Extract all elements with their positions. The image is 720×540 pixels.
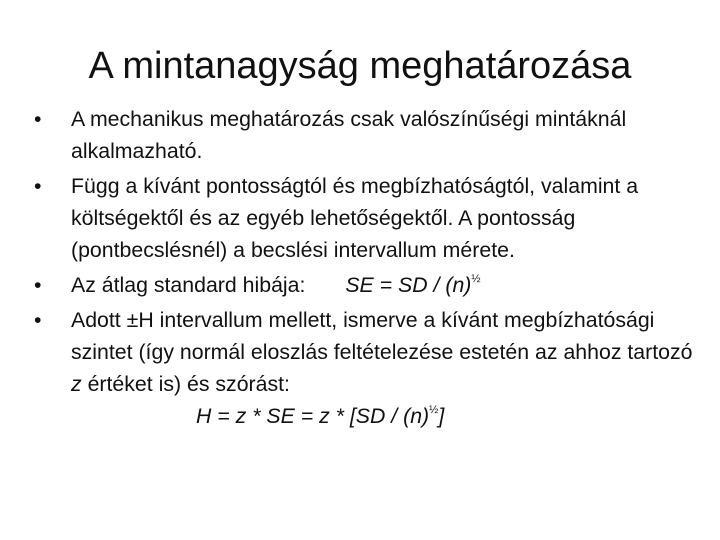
- bullet-item: [34, 170, 694, 266]
- bullet-text: Az átlag standard hibája:: [71, 273, 306, 297]
- formula-main: H = z * SE = z * [SD / (n): [196, 404, 430, 428]
- bullet-text-part-b: értéket is) és szórást:: [81, 372, 290, 396]
- formula-end: ]: [438, 404, 445, 428]
- bullet-icon: •: [34, 308, 42, 332]
- bullet-text-part-a: Adott ±H intervallum mellett, ismerve a kívánt megbízhatósági szintet (így normál eloszlás feltételezése estetén az ahhoz tartozó: [71, 308, 693, 364]
- formula-main: SE = SD / (n): [345, 273, 472, 297]
- z-variable: z: [71, 372, 82, 396]
- bullet-item: [34, 269, 694, 301]
- bullet-item: [34, 304, 694, 432]
- bullet-text: A mechanikus meghatározás csak valószínűségi mintáknál alkalmazható.: [71, 107, 627, 163]
- bullet-icon: •: [34, 107, 42, 131]
- bullet-item: [34, 103, 694, 167]
- formula-exponent: ½: [429, 404, 439, 416]
- interval-formula: [71, 400, 694, 432]
- bullet-icon: •: [34, 273, 42, 297]
- standard-error-formula: [345, 273, 480, 297]
- slide-title: A mintanagyság meghatározása: [88, 45, 632, 87]
- formula-exponent: ½: [471, 273, 481, 285]
- bullet-text: Függ a kívánt pontosságtól és megbízhatóságtól, valamint a költségektől és az egyéb lehetőségektől. A pontosság (pontbecslésnél) a becslési intervallum mérete.: [71, 174, 639, 262]
- bullet-icon: •: [34, 174, 42, 198]
- bullet-list: [34, 103, 694, 435]
